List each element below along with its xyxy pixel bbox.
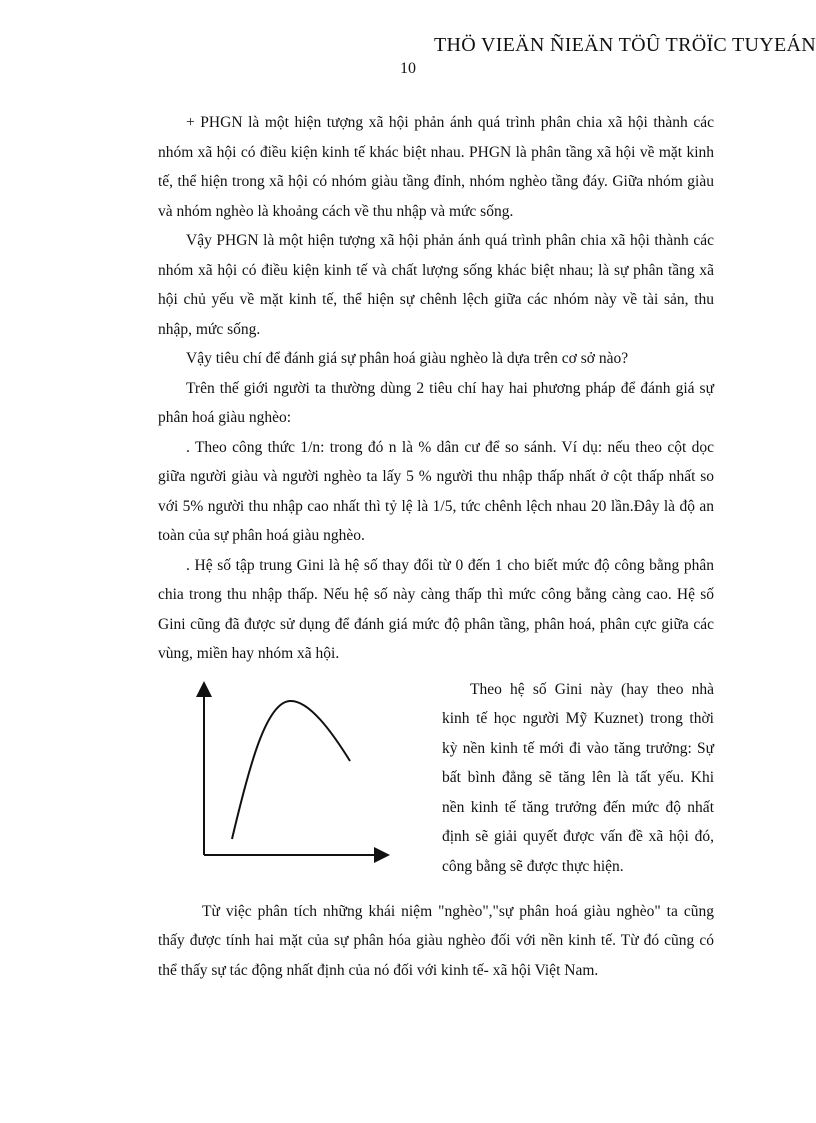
kuznets-curve-icon <box>194 677 394 867</box>
paragraph-criteria-question: Vậy tiêu chí để đánh giá sự phân hoá giàu nghèo là dựa trên cơ sở nào? <box>186 350 629 367</box>
paragraph-conclusion: Từ việc phân tích những khái niệm "nghèo","sự phân hoá giàu nghèo" ta cũng thấy được tính hai mặt của sự phân hóa giàu nghèo đối với nền kinh tế. Từ đó cũng có thể thấy sự tác động nhất định của nó đối với kinh tế- xã hội Việt Nam. <box>158 902 714 979</box>
paragraph-two-methods: Trên thế giới người ta thường dùng 2 tiêu chí hay hai phương pháp để đánh giá sự phân hoá giàu nghèo: <box>158 379 714 426</box>
paragraph-method-gini: . Hệ số tập trung Gini là hệ số thay đổi từ 0 đến 1 cho biết mức độ công bằng phân chia trong thu nhập thấp. Nếu hệ số này càng thấp thì mức công bằng càng cao. Hệ số Gini cũng đã được sử dụng để đánh giá mức độ phân tầng, phân hoá, phân cực giữa các vùng, miền hay nhóm xã hội. <box>158 556 714 662</box>
closing-section <box>158 897 714 986</box>
paragraph-method-ratio: . Theo công thức 1/n: trong đó n là % dân cư để so sánh. Ví dụ: nếu theo cột dọc giữa người giàu và người nghèo ta lấy 5 % người thu nhập thấp nhất ở cột thấp nhất so với 5% người thu nhập cao nhất thì tỷ lệ là 1/5, tức chênh lệch nhau 20 lần.Đây là độ an toàn của sự phân hoá giàu nghèo. <box>158 438 714 544</box>
paragraph-phgn-summary: Vậy PHGN là một hiện tượng xã hội phản ánh quá trình phân chia xã hội thành các nhóm xã hội có điều kiện kinh tế và chất lượng sống khác biệt nhau; là sự phân tầng xã hội chủ yếu về mặt kinh tế, thể hiện sự chênh lệch giữa các nhóm này về tài sản, thu nhập, mức sống. <box>158 232 714 338</box>
header-title: THÖ VIEÄN ÑIEÄN TÖÛ TRÖÏC TUYEÁN <box>434 34 816 56</box>
paragraph-phgn-definition: + PHGN là một hiện tượng xã hội phản ánh quá trình phân chia xã hội thành các nhóm xã hội có điều kiện kinh tế khác biệt nhau. PHGN là phân tầng xã hội về mặt kinh tế, thể hiện trong xã hội có nhóm giàu tầng đỉnh, nhóm nghèo tầng đáy. Giữa nhóm giàu và nhóm nghèo là khoảng cách về thu nhập và mức sống. <box>158 114 714 220</box>
figure-side-text <box>442 675 714 882</box>
kuznets-curve <box>232 700 350 838</box>
figure-block <box>158 675 714 897</box>
paragraph-kuznets: Theo hệ số Gini này (hay theo nhà kinh tế học người Mỹ Kuznet) trong thời kỳ nền kinh tế mới đi vào tăng trưởng: Sự bất bình đẳng sẽ tăng lên là tất yếu. Khi nền kinh tế tăng trưởng đến mức độ nhất định sẽ giải quyết được vấn đề xã hội đó, công bằng sẽ được thực hiện. <box>442 680 714 875</box>
page-number: 10 <box>400 60 416 77</box>
document-body <box>158 108 714 985</box>
